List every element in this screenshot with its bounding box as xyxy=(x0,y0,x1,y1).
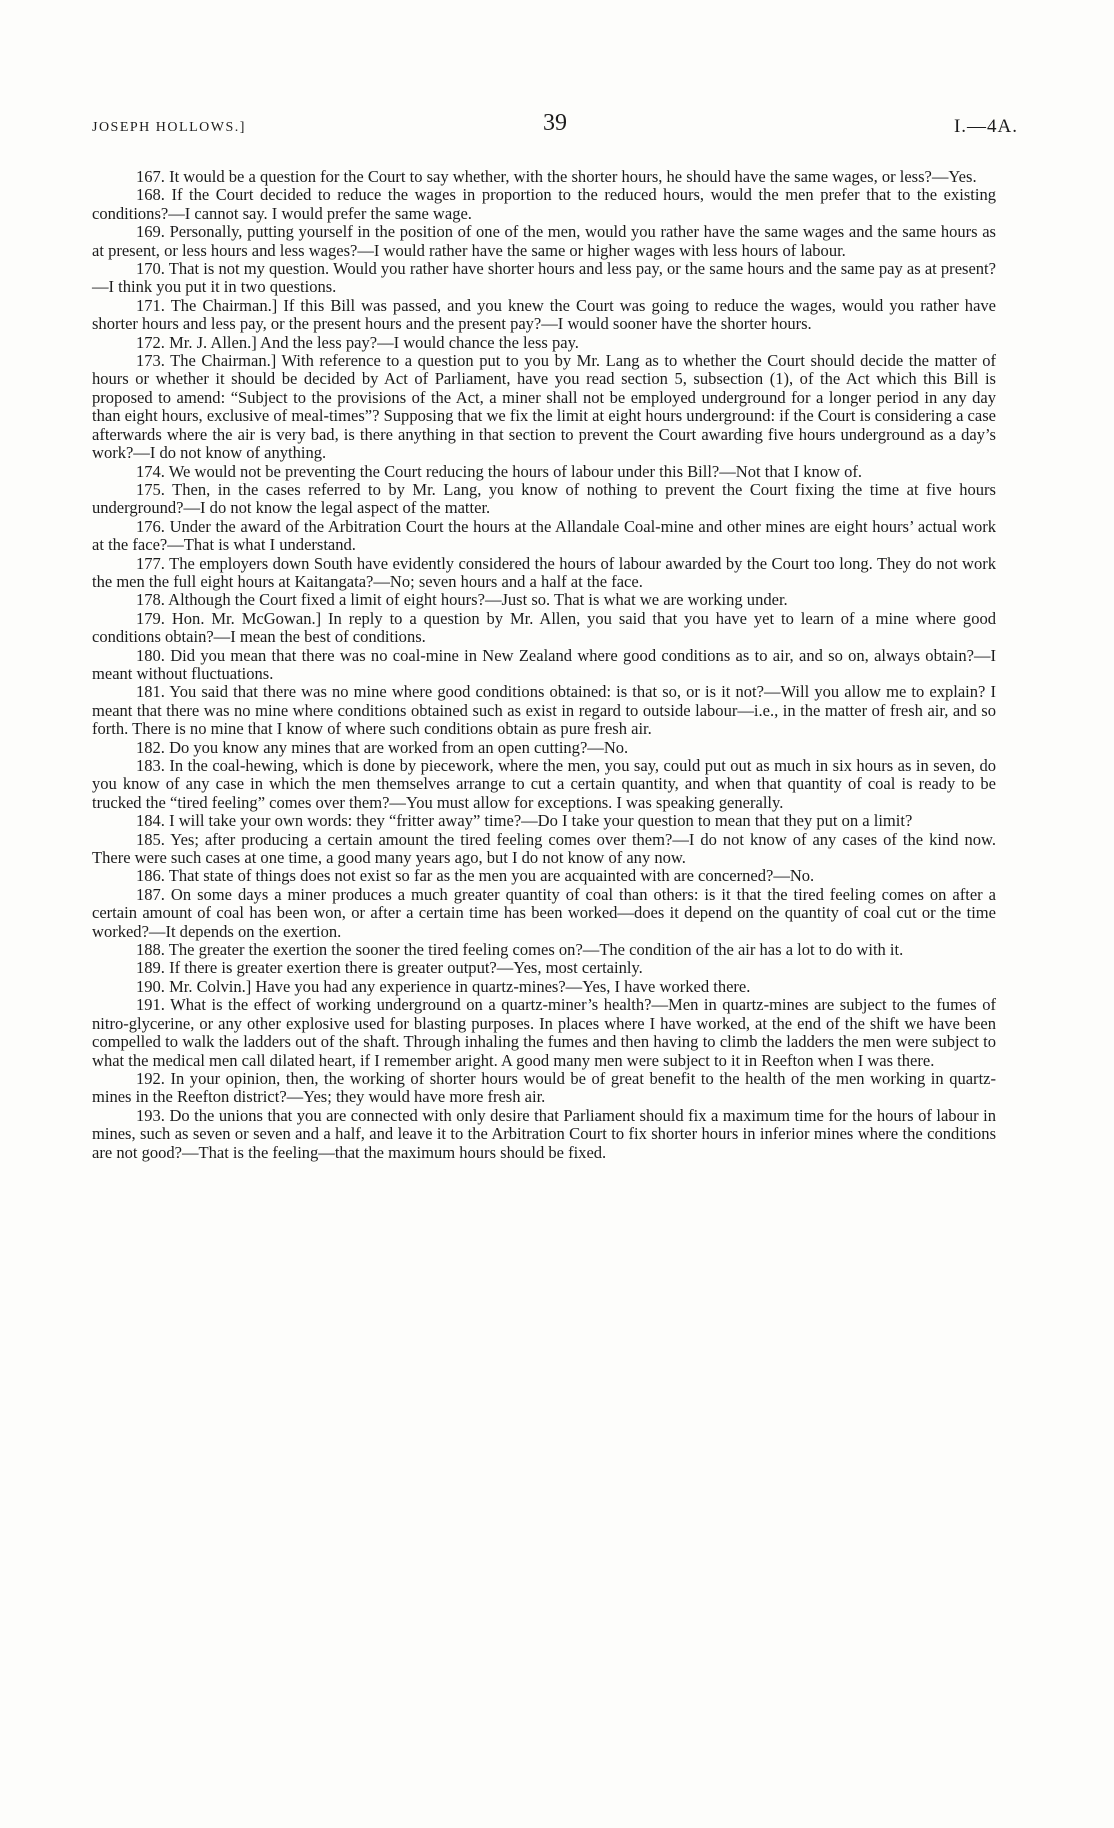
testimony-paragraph: 169. Personally, putting yourself in the position of one of the men, would you rather have the same wages and the same hours as at present, or less hours and less wages?—I would rather have the same or higher wages with less hours of labour. xyxy=(92,222,996,260)
testimony-paragraph: 175. Then, in the cases referred to by Mr. Lang, you know of nothing to prevent the Court fixing the time at five hours underground?—I do not know the legal aspect of the matter. xyxy=(92,479,996,518)
testimony-paragraph: 187. On some days a miner produces a much greater quantity of coal than others: is it that the tired feeling comes on after a certain amount of coal has been won, or after a certain time has been worked—does it depend on the quantity of coal cut or the time worked?—It depends on the exertion. xyxy=(92,884,996,941)
testimony-paragraph: 171. The Chairman.] If this Bill was passed, and you knew the Court was going to reduce the wages, would you rather have shorter hours and less pay, or the present hours and the present pay?—I would sooner have the shorter hours. xyxy=(92,295,997,334)
page-header xyxy=(92,110,1018,144)
speaker-name: Mr. Colvin. xyxy=(169,976,246,996)
testimony-paragraph: 178. Although the Court fixed a limit of eight hours?—Just so. That is what we are working under. xyxy=(136,590,788,610)
testimony-paragraph: 177. The employers down South have evidently considered the hours of labour awarded by the Court too long. They do not work the men the full eight hours at Kaitangata?—No; seven hours and a half at the face. xyxy=(92,553,996,591)
page-number: 39 xyxy=(543,110,567,136)
testimony-paragraph: 191. What is the effect of working underground on a quartz-miner’s health?—Men in quartz-mines are subject to the fumes of nitro-glycerine, or any other explosive used for blasting purposes. In places where I have worked, at the end of the shift we have been compelled to walk the ladders out of the shaft. Through inhaling the fumes and then having to climb the ladders the men were subject to what the medical men call dilated heart, if I remember aright. A good many men were subject to it in Reefton when I was there. xyxy=(92,995,996,1070)
testimony-paragraph: 182. Do you know any mines that are worked from an open cutting?—No. xyxy=(136,737,629,757)
document-reference: I.—4A. xyxy=(953,116,1018,137)
testimony-paragraph: 190. Mr. Colvin.] Have you had any experience in quartz-mines?—Yes, I have worked there. xyxy=(136,976,751,996)
testimony-paragraph: 185. Yes; after producing a certain amount the tired feeling comes over them?—I do not know of any cases of the kind now. There were such cases at one time, a good many years ago, but I do not know of any now. xyxy=(92,829,996,868)
testimony-paragraph: 174. We would not be preventing the Court reducing the hours of labour under this Bill?—Not that I know of. xyxy=(136,461,863,481)
testimony-paragraph: 183. In the coal-hewing, which is done by piecework, where the men, you say, could put out as much in six hours as in seven, do you know of any case in which the men themselves arrange to cut a certain quantity, and when that quantity of coal is ready to be trucked the “tired feeling” comes over them?—You must allow for exceptions. I was speaking generally. xyxy=(92,756,996,812)
testimony-paragraph: 192. In your opinion, then, the working of shorter hours would be of great benefit to the health of the men working in quartz-mines in the Reefton district?—Yes; they would have more fresh air. xyxy=(92,1068,996,1107)
testimony-paragraph: 189. If there is greater exertion there is greater output?—Yes, most certainly. xyxy=(136,958,643,978)
testimony-paragraph: 168. If the Court decided to reduce the wages in proportion to the reduced hours, would the men prefer that to the existing conditions?—I cannot say. I would prefer the same wage. xyxy=(92,185,996,223)
speaker-name: Mr. J. Allen. xyxy=(169,332,252,352)
speaker-name: Hon. Mr. McGowan. xyxy=(171,608,316,628)
testimony-paragraph: 167. It would be a question for the Court to say whether, with the shorter hours, he should have the same wages, or less?—Yes. xyxy=(136,167,977,186)
testimony-paragraph: 176. Under the award of the Arbitration Court the hours at the Allandale Coal-mine and other mines are eight hours’ actual work at the face?—That is what I understand. xyxy=(92,516,996,555)
testimony-paragraph: 186. That state of things does not exist so far as the men you are acquainted with are concerned?—No. xyxy=(136,866,815,886)
speaker-name: The Chairman. xyxy=(170,351,271,371)
testimony-paragraph: 170. That is not my question. Would you rather have shorter hours and less pay, or the same hours and the same pay as at present?—I think you put it in two questions. xyxy=(92,259,996,297)
testimony-paragraph: 188. The greater the exertion the sooner the tired feeling comes on?—The condition of the air has a lot to do with it. xyxy=(136,940,904,960)
witness-name: JOSEPH HOLLOWS.] xyxy=(92,120,246,135)
testimony-paragraph: 179. Hon. Mr. McGowan.] In reply to a question by Mr. Allen, you said that you have yet to learn of a mine where good conditions obtain?—I mean the best of conditions. xyxy=(92,608,996,647)
testimony-paragraph: 172. Mr. J. Allen.] And the less pay?—I would chance the less pay. xyxy=(136,332,579,352)
testimony-paragraph: 180. Did you mean that there was no coal-mine in New Zealand where good conditions as to air, and so on, always obtain?—I meant without fluctuations. xyxy=(92,645,996,683)
testimony-paragraph: 173. The Chairman.] With reference to a question put to you by Mr. Lang as to whether the Court should decide the matter of hours or whether it should be decided by Act of Parliament, have you read section 5, subsection (1), of the Act which this Bill is proposed to amend: “Subject to the provisions of the Act, a miner shall not be employed underground for a longer period in any day than eight hours, exclusive of meal-times”? Supposing that we fix the limit at eight hours underground: if the Court is considering a case afterwards where the air is very bad, is there anything in that section to prevent the Court awarding five hours underground as a day’s work?—I do not know of anything. xyxy=(92,351,997,463)
testimony-paragraph: 193. Do the unions that you are connected with only desire that Parliament should fix a maximum time for the hours of labour in mines, such as seven or seven and a half, and leave it to the Arbitration Court to fix shorter hours in inferior mines where the conditions are not good?—That is the feeling—that the maximum hours should be fixed. xyxy=(92,1105,996,1162)
testimony-body xyxy=(92,168,996,1162)
speaker-name: The Chairman. xyxy=(170,295,272,315)
testimony-paragraph: 184. I will take your own words: they “fritter away” time?—Do I take your question to mean that they put on a limit? xyxy=(136,811,913,831)
testimony-paragraph: 181. You said that there was no mine where good conditions obtained: is that so, or is it not?—Will you allow me to explain? I meant that there was no mine where conditions obtained such as exist in regard to outside labour—i.e., in the matter of fresh air, and so forth. There is no mine that I know of where such conditions obtain as pure fresh air. xyxy=(92,682,996,739)
